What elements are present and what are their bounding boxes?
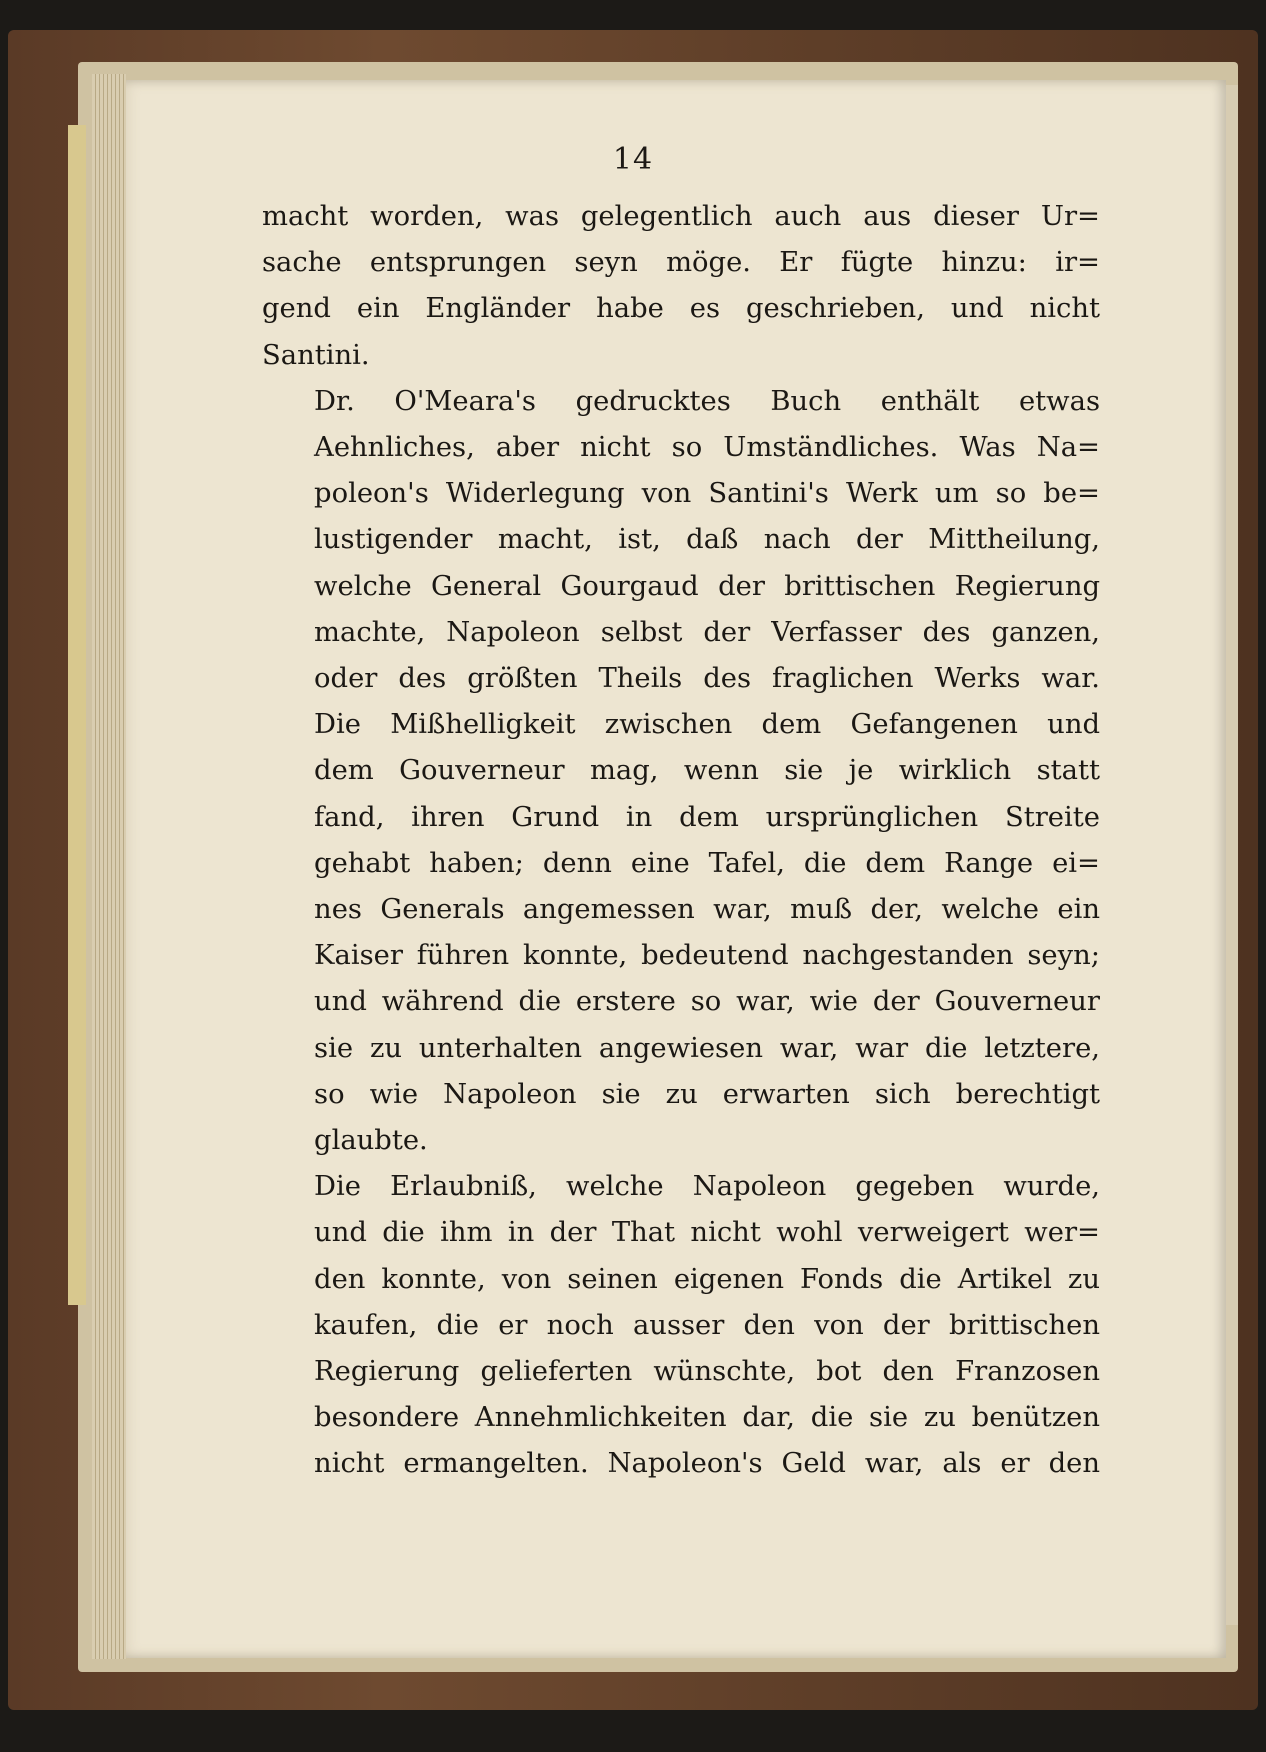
paragraph-1 — [262, 194, 1100, 379]
text-line: Santini. — [262, 339, 370, 371]
text-line: und die ihm in der That nicht wohl verweigert wer= — [314, 1217, 1100, 1249]
text-line: sie zu unterhalten angewiesen war, war die letztere, — [314, 1032, 1100, 1064]
text-line: Aehnliches, aber nicht so Umständliches. Was Na= — [314, 432, 1100, 464]
text-line: nicht ermangelten. Napoleon's Geld war, als er den — [314, 1448, 1100, 1480]
text-line: lustigender macht, ist, daß nach der Mittheilung, — [314, 524, 1100, 556]
text-line: Regierung gelieferten wünschte, bot den Franzosen — [314, 1356, 1100, 1388]
text-line: so wie Napoleon sie zu erwarten sich berechtigt — [314, 1078, 1100, 1110]
paragraph-2 — [262, 379, 1100, 1164]
text-line: oder des größten Theils des fraglichen Werks war. — [314, 663, 1100, 695]
text-line: nes Generals angemessen war, muß der, welche ein — [314, 894, 1100, 926]
text-line: sache entsprungen seyn möge. Er fügte hinzu: ir= — [262, 247, 1100, 279]
text-line: Kaiser führen konnte, bedeutend nachgestanden seyn; — [314, 940, 1100, 972]
text-line: gend ein Engländer habe es geschrieben, und nicht — [262, 293, 1100, 325]
endpaper-strip — [68, 125, 86, 1305]
text-line: poleon's Widerlegung von Santini's Werk um so be= — [314, 478, 1100, 510]
text-line: Die Erlaubniß, welche Napoleon gegeben wurde, — [314, 1171, 1100, 1203]
text-line: gehabt haben; denn eine Tafel, die dem Range ei= — [314, 847, 1100, 879]
text-line: fand, ihren Grund in dem ursprünglichen Streite — [314, 801, 1100, 833]
paragraph-3 — [262, 1164, 1100, 1487]
text-line: besondere Annehmlichkeiten dar, die sie zu benützen — [314, 1402, 1100, 1434]
text-line: macht worden, was gelegentlich auch aus dieser Ur= — [262, 201, 1100, 232]
text-line: glaubte. — [314, 1125, 428, 1157]
text-line: machte, Napoleon selbst der Verfasser des ganzen, — [314, 616, 1100, 648]
page-number: 14 — [612, 142, 654, 177]
text-line: und während die erstere so war, wie der Gouverneur — [314, 986, 1100, 1018]
body-text — [262, 194, 1100, 1488]
text-line: Die Mißhelligkeit zwischen dem Gefangenen und — [314, 709, 1100, 741]
text-line: kaufen, die er noch ausser den von der brittischen — [314, 1309, 1100, 1341]
text-line: den konnte, von seinen eigenen Fonds die Artikel zu — [314, 1263, 1100, 1295]
page-edges — [92, 74, 126, 1659]
text-line: welche General Gourgaud der brittischen Regierung — [314, 570, 1100, 602]
text-line: dem Gouverneur mag, wenn sie je wirklich statt — [314, 755, 1100, 787]
text-line: Dr. O'Meara's gedrucktes Buch enthält etwas — [314, 385, 1100, 417]
